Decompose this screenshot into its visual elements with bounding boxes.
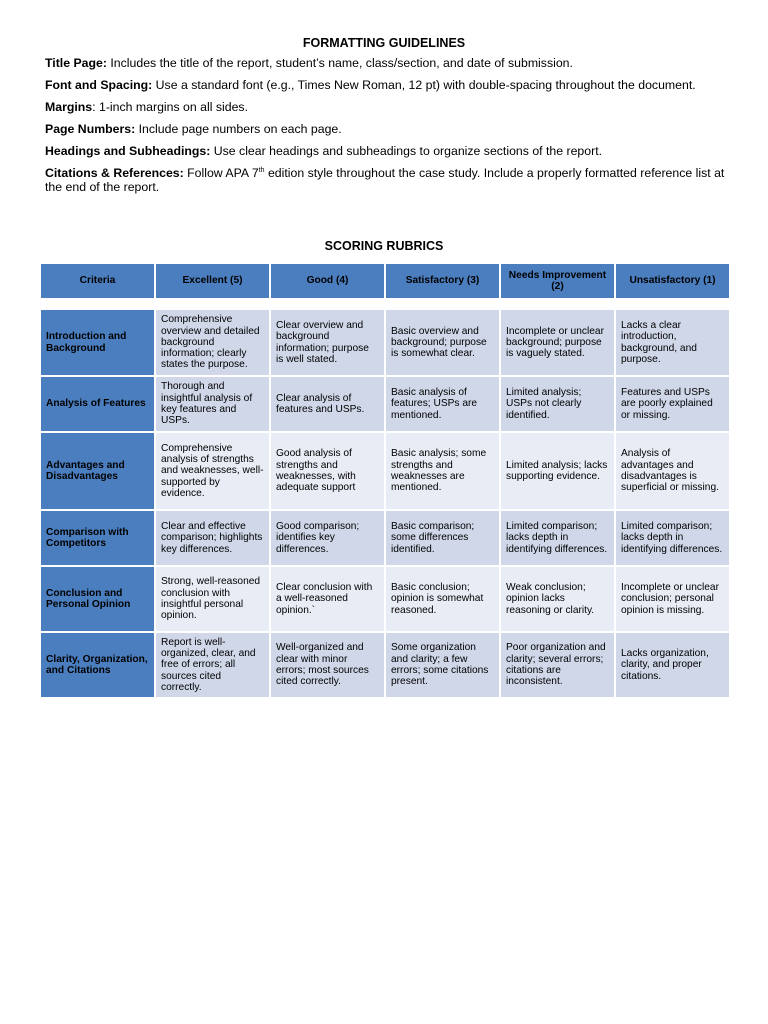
guideline-text: Includes the title of the report, student’s name, class/section, and date of submission. <box>106 56 573 70</box>
rubric-header-row <box>40 263 730 299</box>
scoring-rubrics-title: SCORING RUBRICS <box>324 239 444 253</box>
header-criteria: Criteria <box>40 263 155 299</box>
score-cell: Thorough and insightful analysis of key features and USPs. <box>155 376 270 432</box>
score-cell: Well-organized and clear with minor errors; most sources cited correctly. <box>270 632 385 698</box>
superscript-th: th <box>258 166 265 174</box>
guideline-label: Citations & References: <box>45 166 184 180</box>
guideline-citations <box>45 166 735 194</box>
score-cell: Comprehensive analysis of strengths and weaknesses, well-supported by evidence. <box>155 432 270 510</box>
table-row <box>40 510 730 566</box>
score-cell: Weak conclusion; opinion lacks reasoning or clarity. <box>500 566 615 632</box>
score-cell: Basic analysis of features; USPs are mentioned. <box>385 376 500 432</box>
formatting-guidelines-title: FORMATTING GUIDELINES <box>302 36 466 50</box>
header-good: Good (4) <box>270 263 385 299</box>
header-needs-improvement: Needs Improvement (2) <box>500 263 615 299</box>
criteria-cell: Introduction and Background <box>40 309 155 376</box>
score-cell: Comprehensive overview and detailed background information; clearly states the purpose. <box>155 309 270 376</box>
guideline-title-page <box>45 56 735 70</box>
table-row <box>40 376 730 432</box>
score-cell: Basic overview and background; purpose is somewhat clear. <box>385 309 500 376</box>
guideline-text: Use a standard font (e.g., Times New Roman, 12 pt) with double-spacing throughout the document. <box>152 78 696 92</box>
guideline-label: Page Numbers: <box>45 122 136 136</box>
guideline-text: : 1-inch margins on all sides. <box>92 100 248 114</box>
table-row <box>40 632 730 698</box>
criteria-cell: Comparison with Competitors <box>40 510 155 566</box>
score-cell: Good comparison; identifies key differences. <box>270 510 385 566</box>
criteria-cell: Clarity, Organization, and Citations <box>40 632 155 698</box>
table-row <box>40 309 730 376</box>
criteria-cell: Analysis of Features <box>40 376 155 432</box>
score-cell: Some organization and clarity; a few errors; some citations present. <box>385 632 500 698</box>
score-cell: Limited analysis; lacks supporting evidence. <box>500 432 615 510</box>
score-cell: Lacks organization, clarity, and proper citations. <box>615 632 730 698</box>
guideline-text: Use clear headings and subheadings to organize sections of the report. <box>210 144 603 158</box>
score-cell: Incomplete or unclear background; purpose is vaguely stated. <box>500 309 615 376</box>
header-satisfactory: Satisfactory (3) <box>385 263 500 299</box>
score-cell: Report is well-organized, clear, and free of errors; all sources cited correctly. <box>155 632 270 698</box>
score-cell: Limited comparison; lacks depth in identifying differences. <box>615 510 730 566</box>
header-excellent: Excellent (5) <box>155 263 270 299</box>
guideline-margins <box>45 100 735 114</box>
score-cell: Basic conclusion; opinion is somewhat reasoned. <box>385 566 500 632</box>
score-cell: Limited comparison; lacks depth in identifying differences. <box>500 510 615 566</box>
score-cell: Analysis of advantages and disadvantages is superficial or missing. <box>615 432 730 510</box>
guideline-label: Font and Spacing: <box>45 78 153 92</box>
guideline-text: Include page numbers on each page. <box>135 122 342 136</box>
header-unsatisfactory: Unsatisfactory (1) <box>615 263 730 299</box>
score-cell: Clear conclusion with a well-reasoned opinion.` <box>270 566 385 632</box>
score-cell: Features and USPs are poorly explained or missing. <box>615 376 730 432</box>
score-cell: Clear overview and background information; purpose is well stated. <box>270 309 385 376</box>
guidelines-list <box>45 56 735 202</box>
score-cell: Lacks a clear introduction, background, and purpose. <box>615 309 730 376</box>
score-cell: Clear and effective comparison; highlights key differences. <box>155 510 270 566</box>
rubric-table <box>39 262 731 699</box>
criteria-cell: Advantages and Disadvantages <box>40 432 155 510</box>
score-cell: Limited analysis; USPs not clearly identified. <box>500 376 615 432</box>
score-cell: Clear analysis of features and USPs. <box>270 376 385 432</box>
score-cell: Incomplete or unclear conclusion; personal opinion is missing. <box>615 566 730 632</box>
table-row <box>40 432 730 510</box>
score-cell: Good analysis of strengths and weaknesses, with adequate support <box>270 432 385 510</box>
score-cell: Basic analysis; some strengths and weaknesses are mentioned. <box>385 432 500 510</box>
guideline-text: edition style throughout the case study. Include a properly formatted reference list at the end of the report. <box>45 166 725 194</box>
guideline-text: Follow APA 7 <box>183 166 259 180</box>
score-cell: Basic comparison; some differences identified. <box>385 510 500 566</box>
table-row <box>40 566 730 632</box>
guideline-page-numbers <box>45 122 735 136</box>
guideline-label: Title Page: <box>45 56 107 70</box>
guideline-headings <box>45 144 735 158</box>
guideline-font-spacing <box>45 78 735 92</box>
guideline-label: Headings and Subheadings: <box>45 144 211 158</box>
criteria-cell: Conclusion and Personal Opinion <box>40 566 155 632</box>
score-cell: Strong, well-reasoned conclusion with insightful personal opinion. <box>155 566 270 632</box>
guideline-label: Margins <box>45 100 93 114</box>
score-cell: Poor organization and clarity; several errors; citations are inconsistent. <box>500 632 615 698</box>
